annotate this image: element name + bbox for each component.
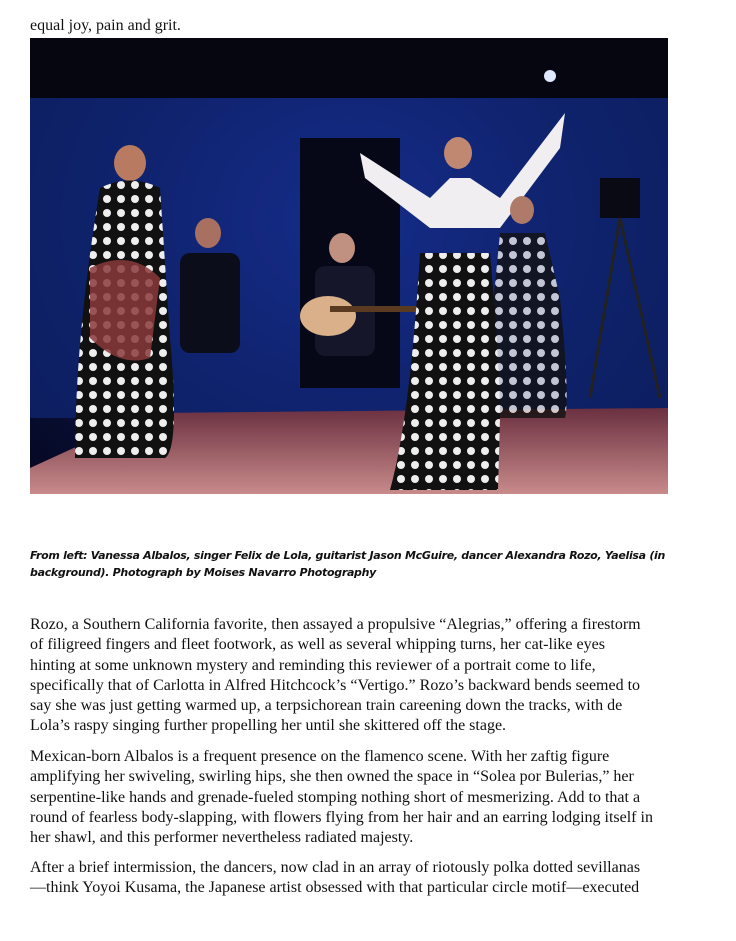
photo-caption: [30, 547, 690, 581]
body-paragraph: [30, 747, 653, 848]
text-line: Lola’s raspy singing further propelling her until she skittered off the stage.: [30, 717, 507, 735]
caption-line: From left: Vanessa Albalos, singer Felix de Lola, guitarist Jason McGuire, dancer Alexandra Rozo, Yaelisa (in: [30, 549, 666, 562]
text-line: amplifying her swiveling, swirling hips, she then owned the space in “Solea por Bulerias,” her: [30, 768, 634, 786]
photo-illustration: [30, 38, 668, 494]
text-line: hinting at some unknown mystery and reminding this reviewer of a portrait come to life,: [30, 656, 596, 674]
text-line: Rozo, a Southern California favorite, then assayed a propulsive “Alegrias,” offering a firestorm: [30, 616, 641, 633]
text-line: After a brief intermission, the dancers, now clad in an array of riotously polka dotted sevillanas: [30, 859, 641, 876]
body-paragraph: [30, 858, 640, 899]
text-line: serpentine-like hands and grenade-fueled stomping nothing short of mesmerizing. Add to that a: [30, 788, 641, 806]
text-line: round of fearless body-slapping, with flowers flying from her hair and an earring lodging itself in: [30, 808, 653, 826]
caption-line: background). Photograph by Moises Navarro Photography: [30, 566, 377, 579]
text-line: —think Yoyoi Kusama, the Japanese artist obsessed with that particular circle motif—executed: [30, 879, 640, 897]
body-paragraph: [30, 615, 641, 737]
text-line: of filigreed fingers and fleet footwork, as well as several whipping turns, her cat-like eyes: [30, 636, 605, 654]
text-line: say she was just getting warmed up, a terpsichorean train careening down the tracks, with de: [30, 697, 623, 715]
lead-text-fragment: equal joy, pain and grit.: [30, 17, 181, 34]
performance-photo: [30, 38, 668, 494]
text-line: Mexican-born Albalos is a frequent presence on the flamenco scene. With her zaftig figure: [30, 748, 610, 765]
text-line: specifically that of Carlotta in Alfred Hitchcock’s “Vertigo.” Rozo’s backward bends seemed to: [30, 676, 641, 694]
text-line: her shawl, and this performer nevertheless radiated majesty.: [30, 829, 414, 847]
